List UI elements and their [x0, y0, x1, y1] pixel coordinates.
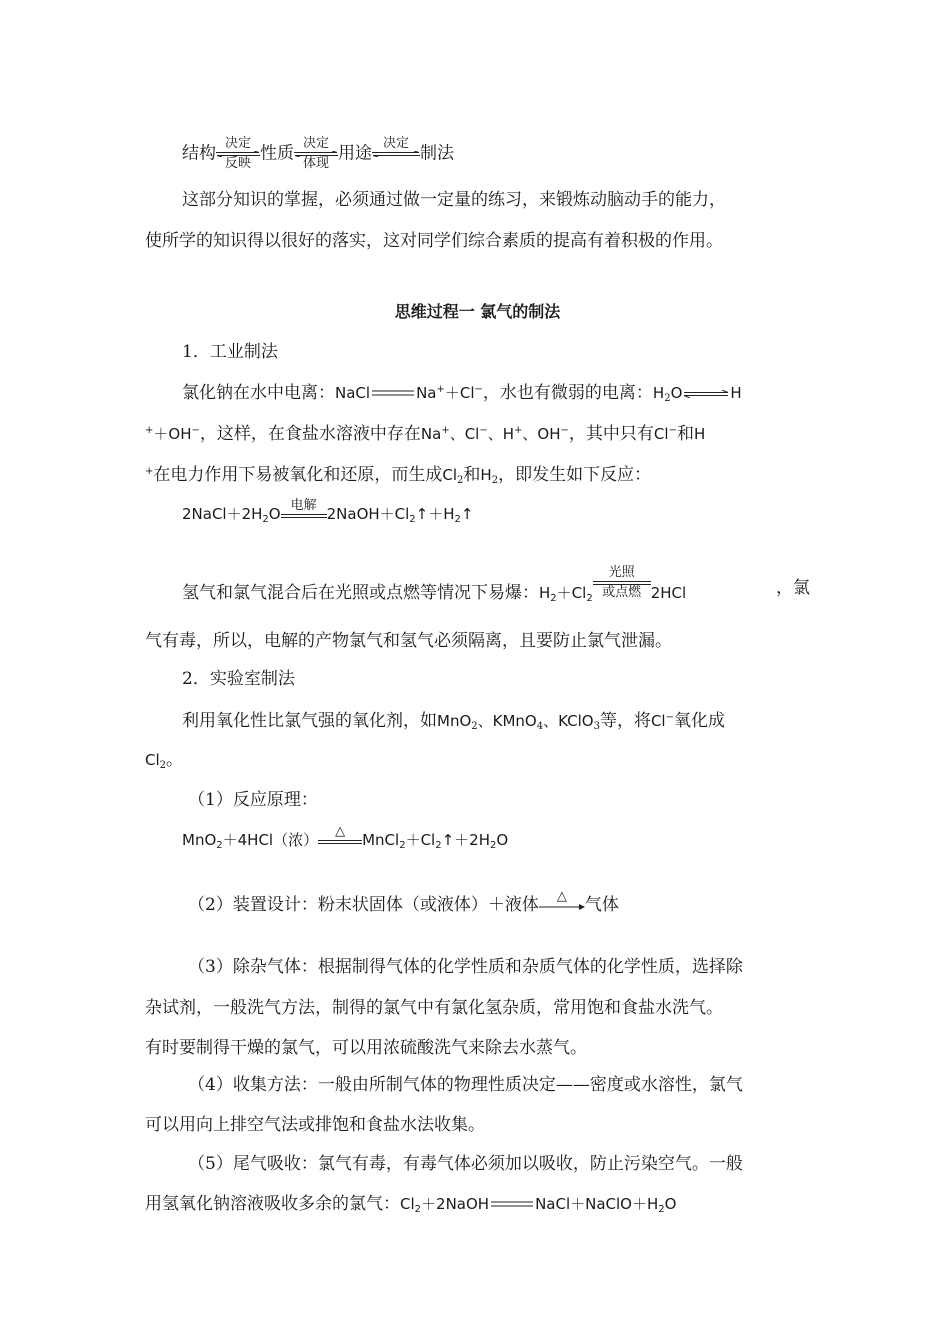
text-structure: 结构 — [182, 143, 216, 164]
subitem-purify-line1: （3）除杂气体：根据制得气体的化学性质和杂质气体的化学性质，选择除 — [188, 957, 743, 977]
ionization-line2: +＋OH−，这样，在食盐水溶液中存在Na+、Cl−、H+、OH−，其中只有Cl−和H — [145, 424, 706, 444]
arrow-label-bottom: 体现 — [302, 156, 329, 171]
light-or-ignite-condition: 光照 或点燃 — [602, 565, 642, 600]
item-laboratory: 2．实验室制法 — [182, 669, 295, 689]
arrow-label-top: 决定 — [382, 136, 409, 151]
electrolysis-condition: 电解 — [290, 497, 317, 513]
subitem-apparatus: （2）装置设计：粉末状固体（或液体）＋液体 △ 气体 — [188, 888, 619, 915]
ionization-line1: 氯化钠在水中电离：NaCl Na+＋Cl−，水也有微弱的电离：$H_2O$ H — [182, 383, 742, 404]
reversible-arrow-2 — [294, 137, 338, 171]
heat-condition-arrow: △ — [539, 890, 585, 910]
explosion-line1: 氢气和氯气混合后在光照或点燃等情况下易爆：$H_2+Cl_2$ 光照 或点燃 2HCl ，氯 — [182, 565, 810, 604]
subitem-principle: （1）反应原理： — [188, 790, 318, 810]
subitem-purify-line3: 有时要制得干燥的氯气，可以用浓硫酸洗气来除去水蒸气。 — [145, 1038, 587, 1058]
equals-sign — [370, 389, 416, 397]
subitem-collect-line2: 可以用向上排空气法或排饱和食盐水法收集。 — [145, 1115, 485, 1135]
text-method: 制法 — [420, 143, 454, 164]
lab-line1: 利用氧化性比氯气强的氧化剂，如MnO$_2$、KMnO$_4$、KClO$_3$等，将Cl−氧化成 — [182, 711, 725, 732]
para1-line1: 这部分知识的掌握，必须通过做一定量的练习，来锻炼动脑动手的能力， — [182, 190, 726, 210]
text-usage: 用途 — [338, 143, 372, 164]
relation-line — [182, 137, 847, 171]
subitem-tailgas-line1: （5）尾气吸收：氯气有毒，有毒气体必须加以吸收，防止污染空气。一般 — [188, 1154, 743, 1174]
arrow-label-bottom: 反映 — [224, 156, 251, 171]
subitem-tailgas-line2: 用氢氧化钠溶液吸收多余的氯气：$Cl_2+2NaOH$ $NaCl+NaClO+H_2O$ — [145, 1194, 677, 1215]
text-property: 性质 — [260, 143, 294, 164]
section-title: 思维过程一 氯气的制法 — [394, 302, 561, 321]
lab-line2: $Cl_2$。 — [145, 750, 184, 771]
subitem-collect-line1: （4）收集方法：一般由所制气体的物理性质决定——密度或水溶性，氯气 — [188, 1075, 743, 1095]
reversible-arrow-3 — [372, 137, 420, 171]
explosion-line2: 气有毒，所以，电解的产物氯气和氢气必须隔离，且要防止氯气泄漏。 — [145, 631, 672, 651]
heat-condition-equals: △ — [335, 823, 346, 839]
item-industrial: 1．工业制法 — [182, 342, 278, 362]
arrow-label-top: 决定 — [302, 136, 329, 151]
ionization-line3: +在电力作用下易被氧化和还原，而生成$Cl_2$和$H_2$，即发生如下反应： — [145, 465, 652, 486]
electrolysis-equation: $2NaCl+2H_2O$ 电解 $2NaOH+Cl_2↑+H_2↑$ — [182, 497, 474, 525]
subitem-purify-line2: 杂试剂，一般洗气方法，制得的氯气中有氯化氢杂质，常用饱和食盐水洗气。 — [145, 998, 723, 1018]
equals-sign — [489, 1200, 535, 1208]
reversible-arrow-1 — [216, 137, 260, 171]
arrow-label-top: 决定 — [224, 136, 251, 151]
para1-line2: 使所学的知识得以很好的落实，这对同学们综合素质的提高有着积极的作用。 — [145, 231, 723, 251]
lab-equation: MnO$_2$＋4HCl（浓） △ $MnCl_2+Cl_2↑+2H_2O$ — [182, 823, 509, 851]
reversible-arrow-ionization — [682, 390, 730, 398]
